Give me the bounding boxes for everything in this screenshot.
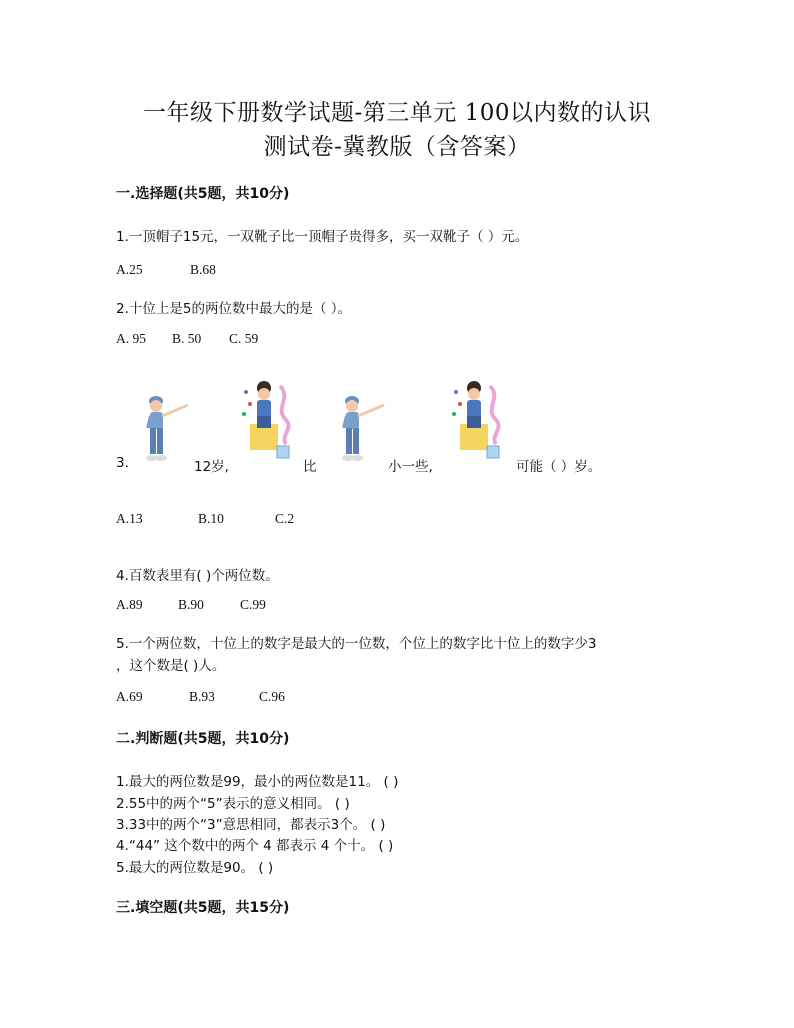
q5-option-a: A.69 [116, 689, 143, 704]
question-5-stem-line2: ，这个数是( )人。 [116, 658, 226, 674]
q3-text-age: 12岁, [194, 459, 229, 475]
section-heading-judge: 二.判断题(共5题，共10分) [116, 731, 290, 747]
judge-item-2: 2.55中的两个“5”表示的意义相同。 ( ) [116, 796, 350, 812]
q4-option-c: C.99 [240, 597, 266, 612]
q3-option-c: C.2 [275, 511, 295, 526]
question-3-number: 3. [116, 455, 129, 471]
q3-text-smaller: 小一些, [388, 459, 433, 475]
q1-option-b: B.68 [190, 262, 216, 277]
judge-item-4: 4.“44” 这个数中的两个 4 都表示 4 个十。 ( ) [116, 838, 394, 854]
q3-text-maybe: 可能（ ）岁。 [516, 459, 602, 475]
section-heading-fill: 三.填空题(共5题，共15分) [116, 900, 290, 916]
standing-boy-image-2 [336, 392, 388, 464]
q5-option-c: C.96 [259, 689, 285, 704]
question-5-stem-line1: 5.一个两位数，十位上的数字是最大的一位数，个位上的数字比十位上的数字少3 [116, 636, 597, 652]
doc-title-line1: 一年级下册数学试题-第三单元 100以内数的认识 [143, 100, 651, 126]
judge-item-3: 3.33中的两个“3”意思相同，都表示3个。 ( ) [116, 817, 386, 833]
sitting-boy-gift-image-2 [450, 378, 506, 462]
q2-option-a: A. 95 [116, 331, 146, 346]
section-heading-choice: 一.选择题(共5题，共10分) [116, 186, 290, 202]
judge-item-1: 1.最大的两位数是99，最小的两位数是11。 ( ) [116, 774, 399, 790]
question-2-stem: 2.十位上是5的两位数中最大的是（ ）。 [116, 301, 352, 317]
q4-option-a: A.89 [116, 597, 143, 612]
standing-boy-image [140, 392, 192, 464]
judge-item-5: 5.最大的两位数是90。 ( ) [116, 860, 274, 876]
q3-option-b: B.10 [198, 511, 224, 526]
q2-option-c: C. 59 [229, 331, 259, 346]
q1-option-a: A.25 [116, 262, 143, 277]
q5-option-b: B.93 [189, 689, 215, 704]
q3-option-a: A.13 [116, 511, 143, 526]
question-4-stem: 4.百数表里有( )个两位数。 [116, 568, 279, 584]
q2-option-b: B. 50 [172, 331, 202, 346]
q4-option-b: B.90 [178, 597, 204, 612]
question-1-stem: 1.一顶帽子15元，一双靴子比一顶帽子贵得多，买一双靴子（ ）元。 [116, 229, 529, 245]
doc-title-line2: 测试卷-冀教版（含答案） [263, 134, 531, 160]
sitting-boy-gift-image [240, 378, 296, 462]
q3-text-than: 比 [303, 459, 317, 475]
